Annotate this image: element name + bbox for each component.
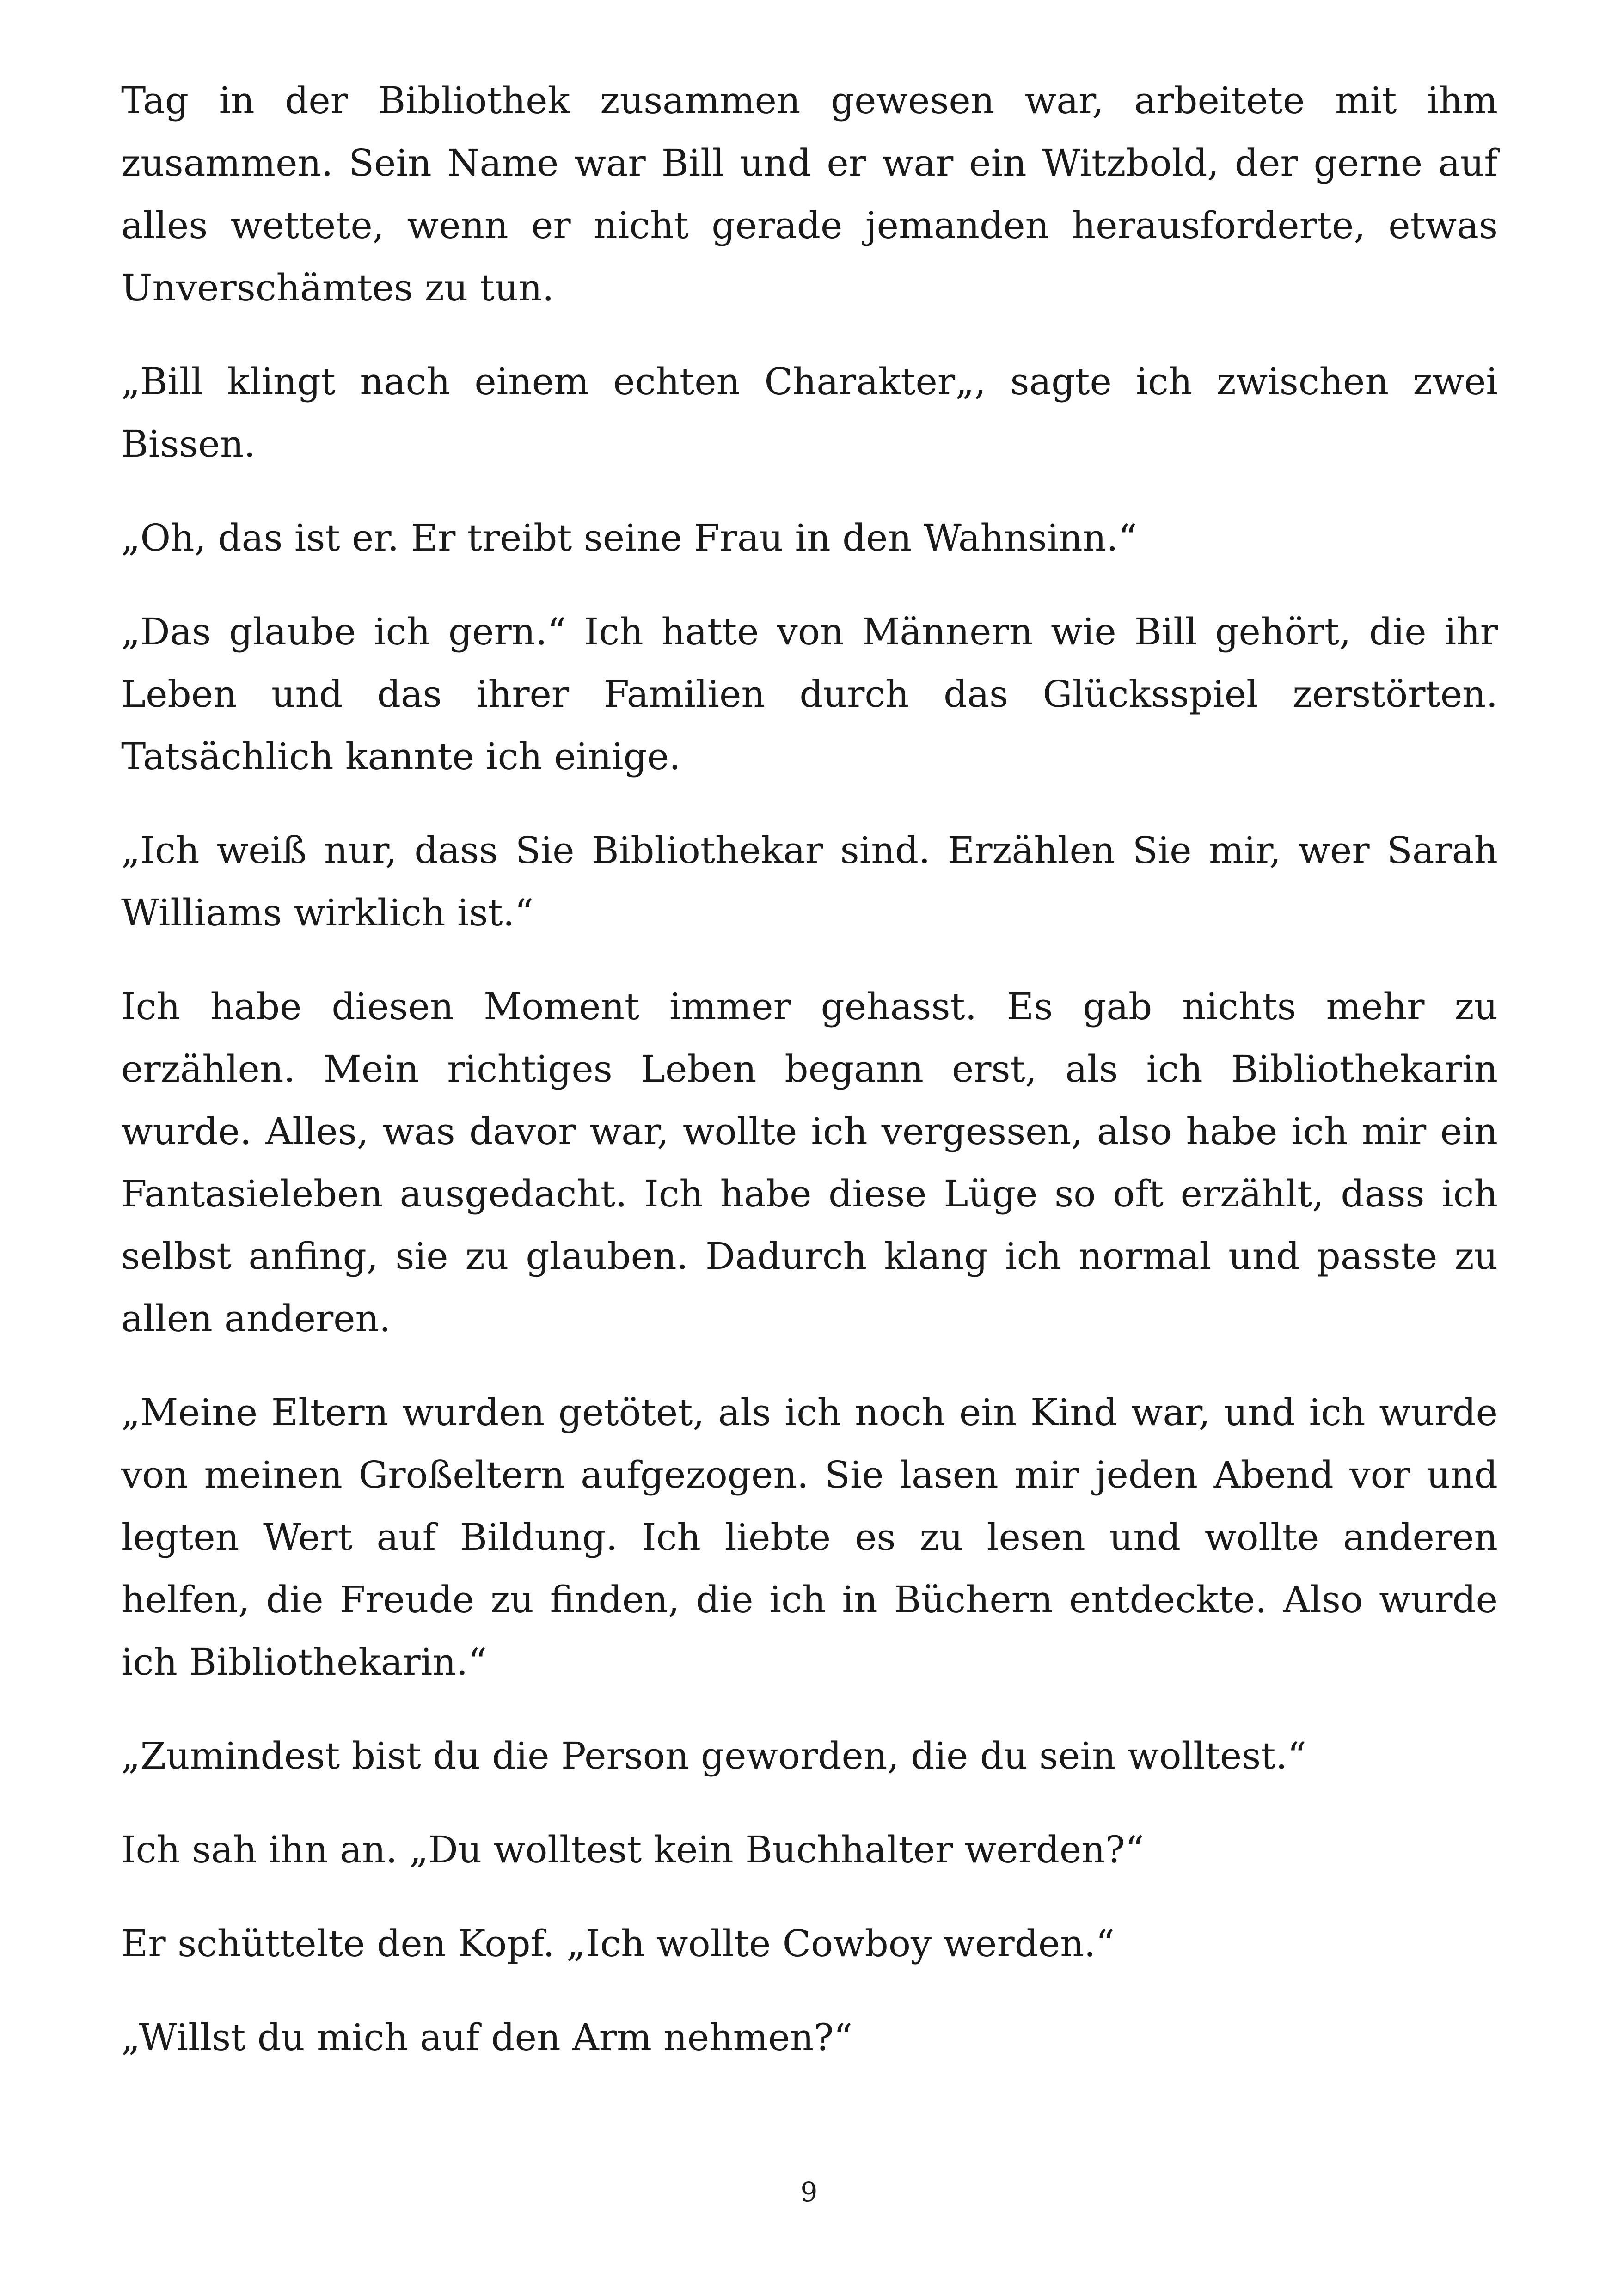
page-number: 9 [800, 2176, 818, 2208]
paragraph: Ich sah ihn an. „Du wolltest kein Buchhalter werden?“ [121, 1828, 1144, 1871]
paragraph: „Willst du mich auf den Arm nehmen?“ [121, 2016, 853, 2059]
paragraph: Tag in der Bibliothek zusammen gewesen war, arbeitete mit ihm zusammen. Sein Name war Bill und er war ein Witzbold, der gerne auf alles wettete, wenn er nicht gerade jemanden herausforderte, etwas Unverschämtes zu tun. [121, 79, 1498, 309]
body-text [121, 69, 1498, 2069]
paragraph: „Meine Eltern wurden getötet, als ich noch ein Kind war, und ich wurde von meinen Großeltern aufgezogen. Sie lasen mir jeden Abend vor und legten Wert auf Bildung. Ich liebte es zu lesen und wollte anderen helfen, die Freude zu finden, die ich in Büchern entdeckte. Also wurde ich Bibliothekarin.“ [121, 1391, 1498, 1684]
paragraph: „Oh, das ist er. Er treibt seine Frau in den Wahnsinn.“ [121, 516, 1137, 559]
paragraph: „Ich weiß nur, dass Sie Bibliothekar sind. Erzählen Sie mir, wer Sarah Williams wirklich ist.“ [121, 829, 1498, 934]
paragraph: „Das glaube ich gern.“ Ich hatte von Männern wie Bill gehört, die ihr Leben und das ihrer Familien durch das Glücksspiel zerstörten. Tatsächlich kannte ich einige. [121, 610, 1498, 778]
paragraph: „Zumindest bist du die Person geworden, die du sein wolltest.“ [121, 1734, 1306, 1777]
paragraph: Er schüttelte den Kopf. „Ich wollte Cowboy werden.“ [121, 1922, 1115, 1965]
paragraph: Ich habe diesen Moment immer gehasst. Es gab nichts mehr zu erzählen. Mein richtiges Leben begann erst, als ich Bibliothekarin wurde. Alles, was davor war, wollte ich vergessen, also habe ich mir ein Fantasieleben ausgedacht. Ich habe diese Lüge so oft erzählt, dass ich selbst anfing, sie zu glauben. Dadurch klang ich normal und passte zu allen anderen. [121, 985, 1498, 1340]
paragraph: „Bill klingt nach einem echten Charakter„, sagte ich zwischen zwei Bissen. [121, 360, 1498, 465]
